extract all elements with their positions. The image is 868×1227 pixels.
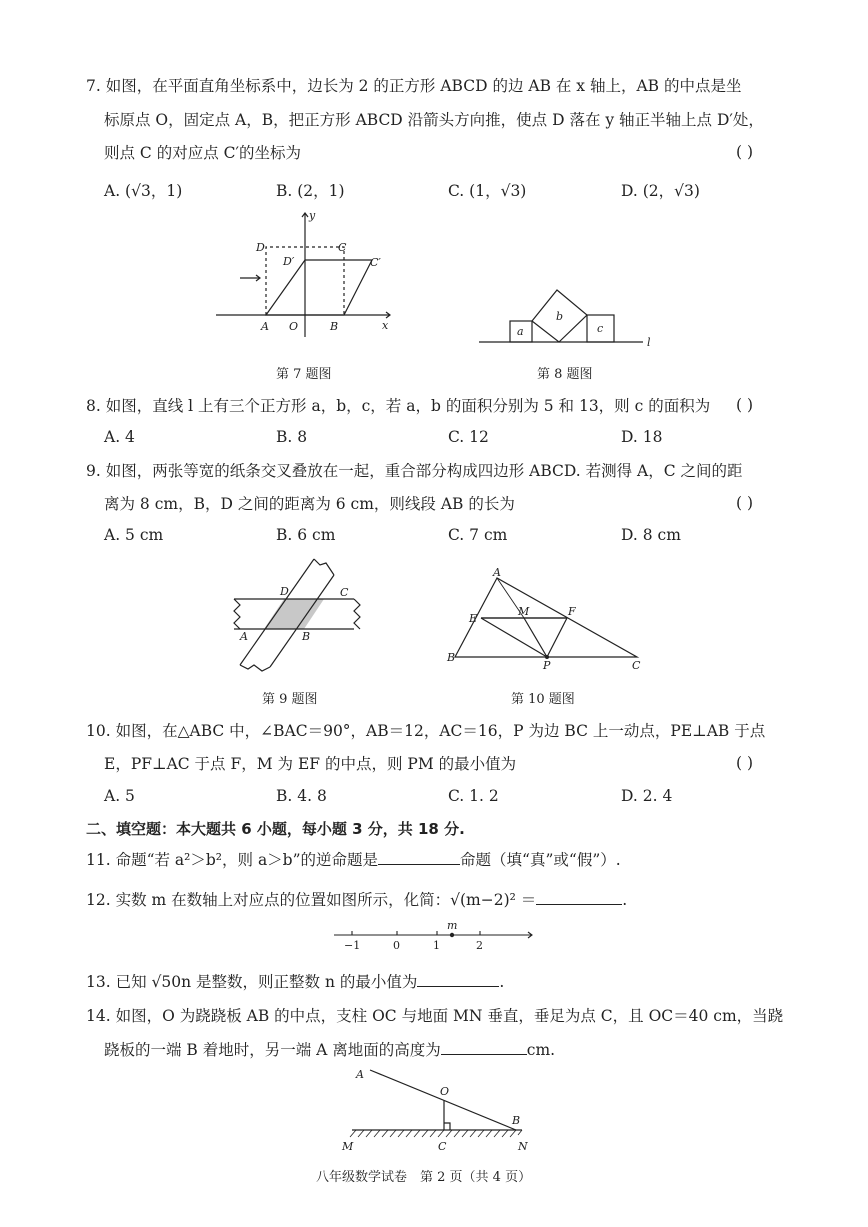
fig8-label-b: b xyxy=(556,310,564,323)
q9-line2: 离为 8 cm，B，D 之间的距离为 6 cm，则线段 AB 的长为 xyxy=(104,495,515,513)
figure-9-caption: 第 9 题图 xyxy=(262,692,318,707)
fig10-label-p: P xyxy=(543,659,551,670)
q9-option-a: A. 5 cm xyxy=(104,526,164,544)
q12-text-after: . xyxy=(622,891,628,909)
q14-text-before: 跷板的一端 B 着地时，另一端 A 离地面的高度为 xyxy=(104,1041,441,1059)
q8-option-d: D. 18 xyxy=(621,428,663,446)
q9-option-b: B. 6 cm xyxy=(276,526,336,544)
fig9-label-b: B xyxy=(302,630,311,643)
fig7-label-o: O xyxy=(289,320,299,333)
q11-answer-blank[interactable] xyxy=(378,850,460,865)
q9-option-d: D. 8 cm xyxy=(621,526,681,544)
fig9-label-a: A xyxy=(240,630,248,643)
q13 xyxy=(86,972,504,992)
q8-line1: 8. 如图，直线 l 上有三个正方形 a，b，c，若 a，b 的面积分别为 5 和 13，则 c 的面积为 xyxy=(86,397,711,415)
q10-line1: 10. 如图，在△ABC 中，∠BAC＝90°，AB＝12，AC＝16，P 为边 BC 上一动点，PE⊥AB 于点 xyxy=(86,722,766,740)
q14-answer-blank[interactable] xyxy=(441,1040,527,1055)
q8-option-c: C. 12 xyxy=(448,428,489,446)
fig8-label-l: l xyxy=(647,336,651,349)
fig14-label-m: M xyxy=(342,1140,354,1153)
q12-tick-neg1: −1 xyxy=(344,939,361,952)
figure-7 xyxy=(210,205,400,340)
fig9-strip1-left-tear xyxy=(234,599,240,629)
fig9-strip2-bottom-tear xyxy=(240,665,270,671)
q12-tick-1: 1 xyxy=(433,939,440,952)
fig7-label-c: C xyxy=(338,241,347,254)
q12-tick-0: 0 xyxy=(393,939,400,952)
q9-line1: 9. 如图，两张等宽的纸条交叉叠放在一起，重合部分构成四边形 ABCD. 若测得 A，C 之间的距 xyxy=(86,462,743,480)
q11-text-after: 命题（填“真”或“假”）. xyxy=(460,851,621,869)
fig10-label-m: M xyxy=(518,605,530,618)
fig7-label-a: A xyxy=(261,320,269,333)
fig14-label-a: A xyxy=(356,1068,364,1081)
page-footer: 八年级数学试卷 第 2 页（共 4 页） xyxy=(316,1170,532,1185)
fig14-label-n: N xyxy=(518,1140,528,1153)
q10-answer-paren: ( ) xyxy=(736,754,754,772)
q9-answer-paren: ( ) xyxy=(736,494,754,512)
figure-9 xyxy=(222,555,372,675)
fig14-label-o: O xyxy=(440,1085,450,1098)
q12-text-before: 12. 实数 m 在数轴上对应点的位置如图所示，化简：√(m−2)² ＝ xyxy=(86,891,537,909)
q7-line3: 则点 C 的对应点 C′的坐标为 xyxy=(104,144,302,162)
q7-option-d: D. (2，√3) xyxy=(621,182,700,200)
q12-number-line xyxy=(330,918,540,954)
figure-10-caption: 第 10 题图 xyxy=(511,692,575,707)
q8-answer-paren: ( ) xyxy=(736,396,754,414)
q10-line2: E，PF⊥AC 于点 F，M 为 EF 的中点，则 PM 的最小值为 xyxy=(104,755,517,773)
fig10-segment-pe xyxy=(481,618,547,657)
q13-text-after: . xyxy=(499,973,505,991)
q8-option-a: A. 4 xyxy=(104,428,135,446)
q7-line1: 7. 如图，在平面直角坐标系中，边长为 2 的正方形 ABCD 的边 AB 在 x 轴上，AB 的中点是坐 xyxy=(86,77,742,95)
q7-option-a: A. (√3，1) xyxy=(104,182,183,200)
q12-answer-blank[interactable] xyxy=(536,890,622,905)
q12-label-m: m xyxy=(447,919,458,932)
q9-option-c: C. 7 cm xyxy=(448,526,508,544)
fig9-label-c: C xyxy=(340,586,349,599)
q7-answer-paren: ( ) xyxy=(736,143,754,161)
q7-line2: 标原点 O，固定点 A，B，把正方形 ABCD 沿箭头方向推，使点 D 落在 y 轴正半轴上点 D′处， xyxy=(104,111,764,129)
q10-option-a: A. 5 xyxy=(104,787,135,805)
figure-14 xyxy=(330,1062,540,1160)
fig9-label-d: D xyxy=(280,585,289,598)
fig8-label-a: a xyxy=(517,325,524,338)
q10-option-c: C. 1. 2 xyxy=(448,787,499,805)
fig7-label-b: B xyxy=(330,320,339,333)
fig7-label-cprime: C′ xyxy=(370,256,381,269)
fig9-overlap xyxy=(264,599,324,629)
section-2-heading: 二、填空题：本大题共 6 小题，每小题 3 分，共 18 分. xyxy=(86,820,465,838)
q13-answer-blank[interactable] xyxy=(417,972,499,987)
figure-8-caption: 第 8 题图 xyxy=(537,367,593,382)
fig7-label-dprime: D′ xyxy=(283,255,295,268)
q12-tick-2: 2 xyxy=(476,939,483,952)
q11 xyxy=(86,850,621,870)
fig9-strip2-top-tear xyxy=(314,559,334,575)
q13-text-before: 13. 已知 √50n 是整数，则正整数 n 的最小值为 xyxy=(86,973,418,991)
q10-option-b: B. 4. 8 xyxy=(276,787,327,805)
fig7-label-y: y xyxy=(309,209,316,222)
fig14-label-b: B xyxy=(512,1114,521,1127)
fig10-segment-pf xyxy=(547,618,567,657)
fig14-seesaw-ab xyxy=(370,1070,516,1130)
q14-line2 xyxy=(104,1040,555,1060)
fig7-parallelogram xyxy=(266,260,372,315)
fig10-label-e: E xyxy=(469,612,478,625)
q14-text-after: cm. xyxy=(526,1041,556,1059)
fig10-segment-pm xyxy=(524,618,547,657)
fig10-label-f: F xyxy=(568,605,576,618)
fig7-label-d: D xyxy=(256,241,265,254)
fig9-strip1-right-tear xyxy=(354,599,360,629)
q10-option-d: D. 2. 4 xyxy=(621,787,673,805)
q12 xyxy=(86,890,627,910)
q7-option-b: B. (2，1) xyxy=(276,182,345,200)
q7-option-c: C. (1，√3) xyxy=(448,182,527,200)
q11-text-before: 11. 命题“若 a²＞b²，则 a＞b”的逆命题是 xyxy=(86,851,379,869)
q12-point-m xyxy=(450,933,454,937)
q14-line1: 14. 如图，O 为跷跷板 AB 的中点，支柱 OC 与地面 MN 垂直，垂足为点 C，且 OC＝40 cm，当跷 xyxy=(86,1007,784,1025)
fig10-label-a: A xyxy=(493,568,501,579)
figure-10 xyxy=(445,568,645,670)
fig10-label-c: C xyxy=(632,659,641,670)
fig7-label-x: x xyxy=(382,319,389,332)
fig8-label-c: c xyxy=(597,322,604,335)
fig14-label-c: C xyxy=(438,1140,447,1153)
q8-option-b: B. 8 xyxy=(276,428,308,446)
figure-7-caption: 第 7 题图 xyxy=(276,367,332,382)
fig10-label-b: B xyxy=(447,651,456,664)
figure-8 xyxy=(475,284,665,350)
fig14-right-angle-mark xyxy=(444,1123,450,1130)
